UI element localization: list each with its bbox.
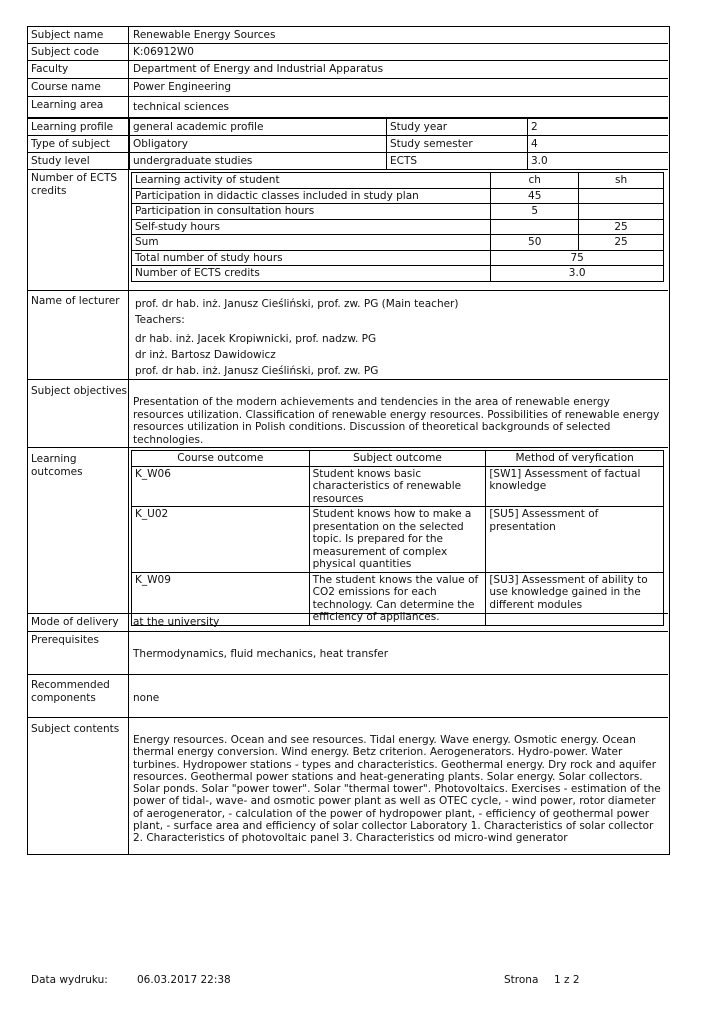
lecturer-main: prof. dr hab. inż. Janusz Cieśliński, prof. zw. PG (Main teacher) — [135, 298, 459, 310]
outcomes-header-row — [132, 451, 664, 467]
row-prerequisites — [28, 632, 668, 675]
row-course-name — [28, 79, 668, 97]
ects-sh: 25 — [579, 235, 664, 251]
value-learning-area: technical sciences — [133, 101, 230, 113]
label-subject-name: Subject name — [28, 27, 129, 43]
value-mode-of-delivery: at the university — [133, 616, 220, 628]
value-study-year: 2 — [527, 119, 668, 135]
outcome-course: K_W06 — [132, 466, 310, 507]
row-learning-area — [28, 97, 668, 118]
label-mode-of-delivery: Mode of delivery — [28, 614, 129, 631]
outcome-subject: Student knows basic characteristics of renewable resources — [309, 466, 486, 507]
label-ects-credits: Number of ECTS credits — [28, 170, 129, 290]
label-learning-area: Learning area — [28, 97, 129, 117]
outcome-method: [SU3] Assessment of ability to use knowledge gained in the different modules — [486, 572, 664, 625]
ects-activity: Participation in consultation hours — [132, 204, 491, 220]
row-subject-contents — [28, 718, 668, 855]
value-faculty: Department of Energy and Industrial Apparatus — [133, 63, 384, 75]
table-row — [132, 219, 664, 235]
value-subject-name: Renewable Energy Sources — [133, 29, 276, 41]
ects-credits-label: Number of ECTS credits — [132, 266, 491, 282]
label-study-year: Study year — [386, 119, 527, 135]
row-faculty — [28, 61, 668, 79]
outcomes-header-subject: Subject outcome — [309, 451, 486, 467]
table-row — [132, 188, 664, 204]
label-prerequisites: Prerequisites — [28, 632, 129, 674]
label-lecturer: Name of lecturer — [28, 291, 129, 379]
ects-ch: 5 — [491, 204, 579, 220]
ects-ch: 45 — [491, 188, 579, 204]
ects-table — [131, 172, 664, 282]
value-learning-profile: general academic profile — [129, 119, 386, 135]
ects-sh — [579, 188, 664, 204]
teachers-label: Teachers: — [135, 314, 185, 326]
table-row — [132, 466, 664, 507]
value-type-of-subject: Obligatory — [129, 136, 386, 152]
row-mode-of-delivery — [28, 614, 668, 632]
label-subject-contents: Subject contents — [28, 718, 129, 855]
label-learning-profile: Learning profile — [28, 119, 129, 135]
page-value: 1 z 2 — [554, 974, 580, 986]
lecturer-block — [130, 291, 668, 379]
outcome-method: [SW1] Assessment of factual knowledge — [486, 466, 664, 507]
row-type-of-subject — [28, 136, 668, 153]
outcome-subject: Student knows how to make a presentation on the selected topic. Is prepared for the measurement of complex physical quantities — [309, 507, 486, 573]
ects-header-activity: Learning activity of student — [132, 173, 491, 189]
row-study-level — [28, 153, 668, 170]
row-subject-code — [28, 44, 668, 61]
row-learning-profile — [28, 118, 668, 136]
value-study-semester: 4 — [527, 136, 668, 152]
ects-ch — [491, 219, 579, 235]
label-faculty: Faculty — [28, 61, 129, 78]
label-study-semester: Study semester — [386, 136, 527, 152]
ects-sh — [579, 204, 664, 220]
ects-header-ch: ch — [491, 173, 579, 189]
value-recommended: none — [133, 692, 160, 704]
outcome-subject: The student knows the value of CO2 emissions for each technology. Can determine the efficiency of appliances. — [309, 572, 486, 625]
table-row — [132, 235, 664, 251]
outcome-course: K_W09 — [132, 572, 310, 625]
outcomes-table — [131, 450, 664, 626]
objectives-text: Presentation of the modern achievements and tendencies in the area of renewable energy resources utilization. Classification of renewable energy resources. Possibilities of renewable energy resources utilization in Polish conditions. Discussion of theoretical backgrounds of selected technologies. — [133, 396, 660, 446]
label-learning-outcomes: Learning outcomes — [28, 448, 129, 613]
value-subject-code: K:06912W0 — [133, 46, 194, 58]
outcomes-header-method: Method of veryfication — [486, 451, 664, 467]
ects-total-row — [132, 250, 664, 266]
ects-credits-row — [132, 266, 664, 282]
teacher-item: prof. dr hab. inż. Janusz Cieśliński, prof. zw. PG — [135, 365, 379, 377]
print-date-label: Data wydruku: — [31, 974, 108, 986]
outcomes-header-course: Course outcome — [132, 451, 310, 467]
label-objectives: Subject objectives — [28, 380, 129, 447]
value-course-name: Power Engineering — [133, 81, 232, 93]
value-ects: 3.0 — [527, 153, 668, 169]
label-type-of-subject: Type of subject — [28, 136, 129, 152]
syllabus-sheet — [27, 26, 670, 855]
ects-header-row — [132, 173, 664, 189]
page-label: Strona — [504, 974, 539, 986]
row-ects-credits — [28, 170, 668, 291]
row-objectives — [28, 380, 668, 448]
label-course-name: Course name — [28, 79, 129, 96]
ects-activity: Sum — [132, 235, 491, 251]
ects-total-value: 75 — [491, 250, 664, 266]
ects-total-label: Total number of study hours — [132, 250, 491, 266]
value-study-level: undergraduate studies — [129, 153, 386, 169]
outcome-method: [SU5] Assessment of presentation — [486, 507, 664, 573]
table-row — [132, 204, 664, 220]
ects-sh: 25 — [579, 219, 664, 235]
outcome-course: K_U02 — [132, 507, 310, 573]
ects-activity: Self-study hours — [132, 219, 491, 235]
ects-credits-value: 3.0 — [491, 266, 664, 282]
subject-contents-text: Energy resources. Ocean and see resources. Tidal energy. Wave energy. Osmotic energy. Ocean thermal energy conversion. Wind energy. Betz criterion. Aerogenerators. Hydro-power. Water turbines. Hydropower stations - types and characteristics. Geothermal energy. Dry rock and aquifer resources. Geothermal power stations and heat-generating plants. Solar energy. Solar collectors. Solar ponds. Solar "power tower". Solar "thermal tower". Photovoltaics. Exercises - estimation of the power of tidal-, wave- and osmotic power plant as well as OTEC cycle, - wind power, rotor diameter of aerogenerator, - calculation of the power of hydropower plant, - efficiency of geothermal power plant, - surface area and efficiency of solar collector Laboratory 1. Characteristics of solar collector 2. Characteristics of photovoltaic panel 3. Characteristics od micro-wind generator — [133, 734, 661, 845]
value-prerequisites: Thermodynamics, fluid mechanics, heat transfer — [133, 648, 389, 660]
label-recommended: Recommended components — [28, 675, 129, 717]
label-subject-code: Subject code — [28, 44, 129, 60]
row-lecturer — [28, 291, 668, 380]
label-study-level: Study level — [28, 153, 129, 169]
teacher-item: dr hab. inż. Jacek Kropiwnicki, prof. nadzw. PG — [135, 333, 377, 345]
teacher-item: dr inż. Bartosz Dawidowicz — [135, 349, 276, 361]
row-recommended — [28, 675, 668, 718]
ects-activity: Participation in didactic classes included in study plan — [132, 188, 491, 204]
ects-ch: 50 — [491, 235, 579, 251]
row-subject-name — [28, 27, 668, 44]
ects-table-wrap — [130, 170, 668, 290]
label-ects: ECTS — [386, 153, 527, 169]
print-date-value: 06.03.2017 22:38 — [137, 974, 231, 986]
ects-header-sh: sh — [579, 173, 664, 189]
table-row — [132, 507, 664, 573]
